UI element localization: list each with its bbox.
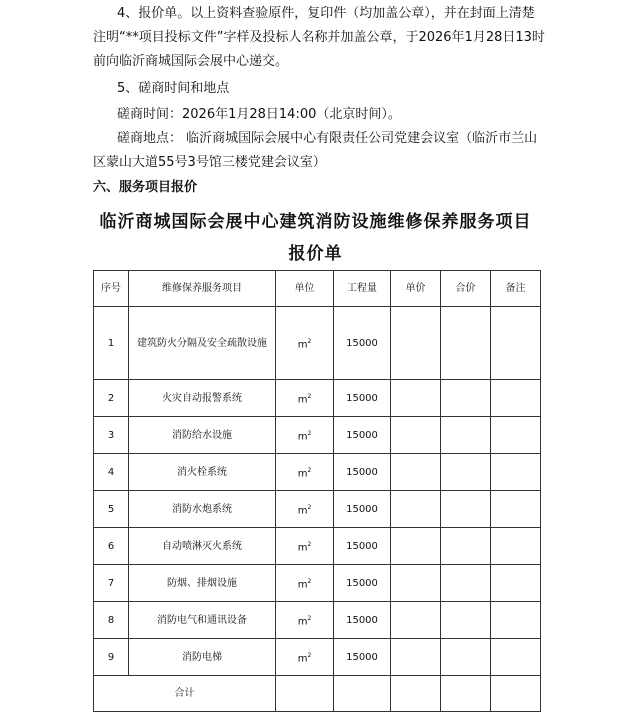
header-item: 维修保养服务项目 [129,271,276,307]
row-quantity: 15000 [334,307,391,380]
total-label: 合计 [94,676,276,712]
row-remarks [491,639,541,676]
row-total-price [441,565,491,602]
row-no: 8 [94,602,129,639]
row-total-price [441,491,491,528]
row-item: 消防电梯 [129,639,276,676]
row-total-price [441,639,491,676]
document-subtitle: 报价单 [288,244,343,264]
row-no: 3 [94,417,129,454]
paragraph-4-line-1: 4、报价单。以上资料查验原件，复印件（均加盖公章），并在封面上清楚 [117,6,535,21]
table-header-row [94,271,541,307]
paragraph-4-line-3: 前向临沂商城国际会展中心递交。 [93,54,289,69]
row-total-price [441,528,491,565]
row-unit-price [391,528,441,565]
table-row [94,639,541,676]
row-item: 消防给水设施 [129,417,276,454]
row-quantity: 15000 [334,639,391,676]
total-unit-price [391,676,441,712]
row-unit-price [391,602,441,639]
row-item: 消防电气和通讯设备 [129,602,276,639]
row-unit: $m^2$ [276,417,334,454]
row-remarks [491,602,541,639]
table-row [94,528,541,565]
table-row [94,602,541,639]
paragraph-4-line-2: 注明“**项目投标文件”字样及投标人名称并加盖公章，于2026年1月28日13时 [93,30,545,45]
row-no: 9 [94,639,129,676]
row-no: 4 [94,454,129,491]
row-total-price [441,380,491,417]
table-row [94,380,541,417]
document-title: 临沂商城国际会展中心建筑消防设施维修保养服务项目 [99,212,532,232]
row-unit-price [391,380,441,417]
row-remarks [491,491,541,528]
table-row [94,491,541,528]
row-quantity: 15000 [334,417,391,454]
header-total-price: 合价 [441,271,491,307]
row-unit-price [391,565,441,602]
total-price [441,676,491,712]
header-no: 序号 [94,271,129,307]
total-row [94,676,541,712]
row-no: 1 [94,307,129,380]
row-item: 建筑防火分隔及安全疏散设施 [129,307,276,380]
row-total-price [441,307,491,380]
total-unit [276,676,334,712]
header-quantity: 工程量 [334,271,391,307]
paragraph-5-heading: 5、磋商时间和地点 [117,81,230,96]
row-quantity: 15000 [334,454,391,491]
row-item: 自动喷淋灭火系统 [129,528,276,565]
row-quantity: 15000 [334,380,391,417]
row-item: 消火栓系统 [129,454,276,491]
table-row [94,565,541,602]
row-unit-price [391,307,441,380]
header-remarks: 备注 [491,271,541,307]
header-unit-price: 单价 [391,271,441,307]
row-unit-price [391,417,441,454]
row-unit: $m^2$ [276,454,334,491]
row-no: 6 [94,528,129,565]
table-row [94,454,541,491]
negotiation-place-line-2: 区蒙山大道55号3号馆三楼党建会议室） [93,155,326,170]
row-remarks [491,380,541,417]
row-item: 消防水炮系统 [129,491,276,528]
row-unit: $m^2$ [276,491,334,528]
row-item: 防烟、排烟设施 [129,565,276,602]
row-no: 2 [94,380,129,417]
row-remarks [491,417,541,454]
row-quantity: 15000 [334,528,391,565]
row-total-price [441,454,491,491]
section-heading: 六、服务项目报价 [93,180,198,195]
row-total-price [441,602,491,639]
total-remarks [491,676,541,712]
row-remarks [491,565,541,602]
total-quantity [334,676,391,712]
row-unit: $m^2$ [276,528,334,565]
header-unit: 单位 [276,271,334,307]
row-unit-price [391,491,441,528]
row-item: 火灾自动报警系统 [129,380,276,417]
row-remarks [491,307,541,380]
row-unit: $m^2$ [276,565,334,602]
row-no: 7 [94,565,129,602]
row-no: 5 [94,491,129,528]
row-quantity: 15000 [334,565,391,602]
row-unit-price [391,454,441,491]
negotiation-time: 磋商时间：2026年1月28日14:00（北京时间）。 [117,107,401,122]
negotiation-place-line-1: 磋商地点： 临沂商城国际会展中心有限责任公司党建会议室（临沂市兰山 [117,131,538,146]
row-unit: $m^2$ [276,307,334,380]
row-remarks [491,528,541,565]
row-remarks [491,454,541,491]
quotation-table [93,270,541,712]
table-row [94,417,541,454]
row-quantity: 15000 [334,491,391,528]
row-unit: $m^2$ [276,380,334,417]
row-unit-price [391,639,441,676]
row-unit: $m^2$ [276,602,334,639]
row-total-price [441,417,491,454]
table-row [94,307,541,380]
row-quantity: 15000 [334,602,391,639]
row-unit: $m^2$ [276,639,334,676]
